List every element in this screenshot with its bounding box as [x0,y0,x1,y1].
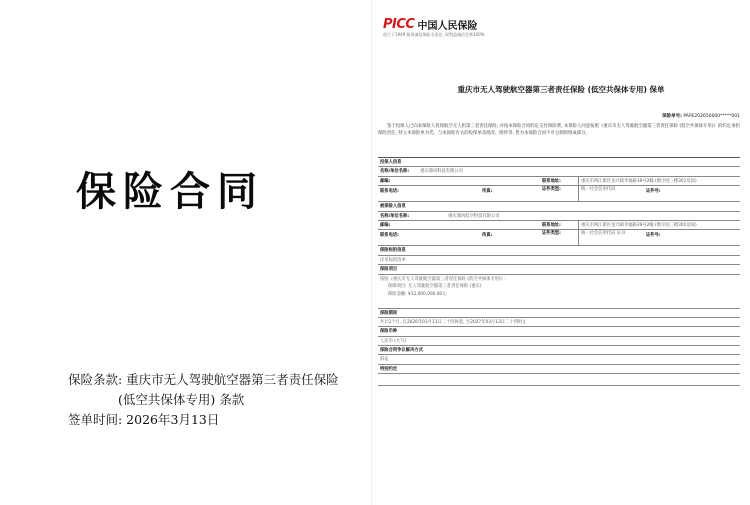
period-value: 共计2个月, 自2026年03月13日二十四时起, 至2027年03月13日二十四时止 [380,319,527,325]
coverage-line-1: 按照《重庆市无人驾驶航空器第三者责任保险 (低空共保体专用)》: [380,276,507,282]
logo-slogan: 创立于1949 服务诚信保险全责任, 权利益诚信至善100% [383,32,485,37]
logo-mark: PICC [383,17,415,32]
policy-title: 重庆市无人驾驶航空器第三者责任保险 (低空共保体专用) 保单 [457,85,665,94]
insured-id-type: 统一社会信用代码 证书 [581,231,626,237]
section-aircraft: 保险标的信息 [378,246,740,255]
insured-address: 重庆市两江新区龙兴镇幸福路39号2幢 (数字园三楼301房间) [581,222,697,228]
applicant-contact-row: 联系电话: 传真: 证件类型: 统一社会信用代码 证件号: [378,186,740,202]
applicant-address: 重庆市两江新区龙兴镇幸福路39号2幢 (数字园三楼301房间) [581,178,697,184]
section-applicant: 投保人信息 [378,158,740,167]
section-insured: 被保险人信息 [378,202,740,211]
section-currency: 保险币种 [378,327,740,336]
clause-line-2: (低空共保体专用) 条款 [118,392,245,407]
applicant-name-row: 名称/单位名称: 重庆鼎风科技有限公司 [378,167,740,176]
section-dispute: 保险合同争议解决方式 [378,346,740,355]
insured-address-row: 邮编: 联系地址: 重庆市两江新区龙兴镇幸福路39号2幢 (数字园三楼301房间) [378,221,740,230]
picc-logo [383,17,477,32]
aircraft-row [378,256,740,265]
special-row [378,374,740,386]
section-period: 保险期间 [378,309,740,318]
insured-name-row: 名称/单位名称: 重庆鼎风低空科技有限公司 [378,212,740,221]
period-row [378,318,740,327]
sign-time: 签单时间: 2026年3月13日 [68,412,220,427]
coverage-line-3: 保险金额: ¥12,000,000.00元 [388,291,447,297]
currency-row [378,337,740,346]
coverage-line-2: 保障项目: 无人驾驶航空器第三者责任保险 (重庆) [388,284,482,290]
contract-title: 保险合同 [76,168,264,215]
left-page [0,0,372,505]
policy-number-value: PAPE202650000*****001 [683,114,740,119]
policy-intro: 鉴于投保人已向本保险人投保航空无人机第三者责任保险, 并按本保险合同约定交付保险费, 本保险人同意按照《重庆市无人驾驶航空器第三者责任保险 (低空共保体专用)》的约定承担保险责任, 特立本保险单为凭。与本保险有关的投保单及批改、附件等, 皆为本保险合同不可分割的组成部分。 [378,124,740,136]
dispute-row [378,355,740,364]
section-coverage: 保险项目 [378,265,740,274]
applicant-id-type: 统一社会信用代码 [581,187,616,193]
clause-line-1: 保险条款: 重庆市无人驾驶航空器第三者责任保险 [68,372,339,387]
aircraft-value: 详见标的清单 [380,257,406,263]
dispute-value: 诉讼 [380,357,389,363]
section-special: 特别约定 [378,365,740,374]
currency-value: 人民币 (大写) [380,338,407,344]
insured-contact-row: 联系电话: 传真: 证件类型: 统一社会信用代码 证书 证件号: [378,230,740,246]
logo-name: 中国人民保险 [417,21,478,32]
insured-name: 重庆鼎风低空科技有限公司 [448,213,500,219]
applicant-name: 重庆鼎风科技有限公司 [420,169,463,175]
coverage-row [378,275,740,309]
applicant-address-row: 邮编: 联系地址: 重庆市两江新区龙兴镇幸福路39号2幢 (数字园三楼301房间) [378,177,740,186]
policy-number-label: 保险单号: [662,114,682,119]
policy-form [378,157,740,386]
contract-info [68,370,339,430]
right-page [372,0,750,505]
policy-number [662,113,740,119]
